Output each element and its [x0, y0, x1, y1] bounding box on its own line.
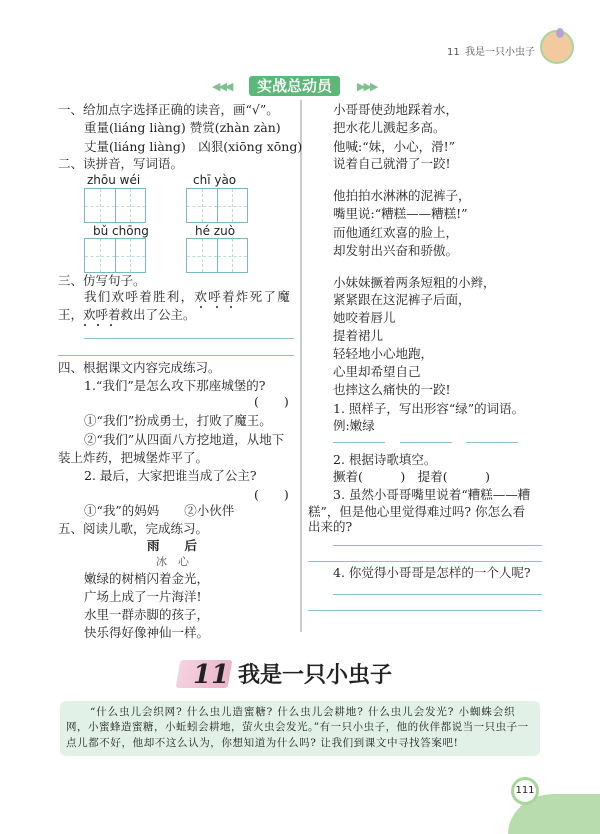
q4-s1: 1.“我们”是怎么攻下那座城堡的? — [84, 378, 266, 393]
q4-o1: ①“我们”扮成勇士，打败了魔王。 — [84, 413, 272, 428]
q5-title: 五、阅读儿歌，完成练习。 — [58, 521, 209, 536]
banner-left-arrows: ◀◀◀ — [212, 80, 232, 93]
banner-right-arrows: ▶▶▶ — [357, 80, 377, 93]
poem-title: 雨 后 — [147, 538, 198, 553]
pinyin-2: chī yào — [193, 173, 237, 187]
poem-line: 快乐得好像神仙一样。 — [84, 625, 210, 640]
poem-author: 冰 心 — [156, 555, 189, 568]
writing-box-3[interactable] — [84, 238, 146, 273]
q1-row2: 丈量(liáng liàng) 凶狠(xiōng xōng) — [84, 139, 303, 154]
intro-line: “什么虫儿会织网? 什么虫儿造蜜糖? 什么虫儿会耕地? 什么虫儿会发光? 小蜘蛛会织 — [90, 706, 516, 718]
poem-line: 水里一群赤脚的孩子， — [84, 607, 210, 622]
answer-line[interactable] — [400, 442, 452, 443]
q1-row1: 重量(liáng liàng) 赞赏(zhàn zàn) — [84, 120, 281, 135]
pinyin-1: zhōu wéi — [87, 173, 141, 187]
answer-line[interactable] — [333, 442, 385, 443]
poem-line: 广场上成了一片海洋! — [84, 589, 202, 604]
banner-title: 实战总动员 — [249, 76, 340, 96]
poem-line: 轻轻地小心地跑， — [333, 346, 434, 361]
pinyin-4: hé zuò — [195, 224, 236, 238]
poem-line: 提着裙儿 — [333, 328, 384, 343]
q4-title: 四、根据课文内容完成练习。 — [58, 360, 221, 375]
balloon-icon — [556, 28, 564, 38]
writing-box-2[interactable] — [186, 188, 248, 223]
q3-line1: 我们欢呼着胜利，欢呼着炸死了魔 — [84, 289, 292, 304]
q3-line2: 王，欢呼着救出了公主。 — [58, 307, 196, 322]
writing-box-4[interactable] — [186, 238, 248, 273]
q4-s2: 2. 最后，大家把谁当成了公主? — [84, 468, 257, 483]
answer-line[interactable] — [84, 338, 294, 339]
q1-title: 一、给加点字选择正确的读音，画“√”。 — [58, 102, 279, 117]
pinyin-3: bǔ chōng — [93, 224, 149, 238]
page-number: 111 — [511, 777, 539, 805]
answer-line[interactable] — [333, 594, 542, 595]
header-lesson-title: 我是一只小虫子 — [465, 47, 535, 58]
answer-line[interactable] — [308, 561, 542, 562]
exercise-1: 1. 照样子，写出形容“绿”的词语。 — [333, 401, 525, 416]
poem-line: 她咬着唇儿 — [333, 310, 396, 325]
answer-line[interactable] — [308, 610, 542, 611]
q4-o2b: 装上炸药，把城堡炸平了。 — [58, 450, 209, 465]
exercise-4: 4. 你觉得小哥哥是怎样的一个人呢? — [333, 565, 531, 580]
answer-line[interactable] — [58, 355, 294, 356]
poem-line: 嫩绿的树梢闪着金光， — [84, 571, 210, 586]
poem-line: 小妹妹撅着两条短粗的小辫， — [333, 275, 496, 290]
poem-line: 把水花儿溅起多高。 — [333, 120, 446, 135]
q4-o3: ①“我”的妈妈 ②小伙伴 — [84, 503, 235, 518]
intro-line: 网，小蜜蜂造蜜糖，小蚯蚓会耕地，萤火虫会发光。”有一只小虫子，他的伙伴都说当一只虫子一 — [66, 721, 529, 733]
answer-paren[interactable]: ( ) — [254, 394, 289, 409]
answer-line[interactable] — [466, 442, 518, 443]
intro-line: 点儿都不好，他却不这么认为，你想知道为什么吗? 让我们到课文中寻找答案吧! — [66, 737, 459, 749]
lesson-number: 11 — [193, 660, 230, 690]
answer-line[interactable] — [333, 545, 542, 546]
poem-line: 紧紧跟在这泥裤子后面， — [333, 292, 471, 307]
exercise-3a: 3. 虽然小哥哥嘴里说着“糟糕——糟 — [333, 487, 531, 502]
poem-line: 却发射出兴奋和骄傲。 — [333, 243, 459, 258]
q2-title: 二、读拼音，写词语。 — [58, 156, 184, 171]
exercise-2-fill[interactable]: 撅着( ) 提着( ) — [333, 469, 491, 484]
poem-line: 而他通红欢喜的脸上， — [333, 225, 459, 240]
poem-line: 小哥哥使劲地踩着水， — [333, 102, 459, 117]
header-lesson-num: 11 — [447, 47, 460, 58]
poem-line: 他拍拍水淋淋的泥裤子， — [333, 188, 471, 203]
poem-line: 说着自己就滑了一跤! — [333, 156, 451, 171]
poem-line: 嘴里说:“糟糕——糟糕!” — [333, 206, 468, 221]
poem-line: 他喊:“妹，小心，滑!” — [333, 139, 456, 154]
exercise-3b: 糕”，但是他心里觉得难过吗? 你怎么看 — [308, 504, 526, 519]
q4-o2a: ②“我们”从四面八方挖地道，从地下 — [84, 432, 285, 447]
poem-line: 心里却希望自己 — [333, 364, 421, 379]
writing-box-1[interactable] — [84, 188, 146, 223]
poem-line: 也摔这么痛快的一跤! — [333, 382, 451, 397]
answer-paren[interactable]: ( ) — [254, 487, 289, 502]
lesson-title: 我是一只小虫子 — [238, 662, 393, 688]
q3-title: 三、仿写句子。 — [58, 273, 146, 288]
exercise-1-example: 例:嫩绿 — [333, 418, 375, 433]
column-divider — [300, 100, 302, 632]
exercise-2: 2. 根据诗歌填空。 — [333, 452, 437, 467]
exercise-3c: 出来的? — [308, 519, 353, 534]
